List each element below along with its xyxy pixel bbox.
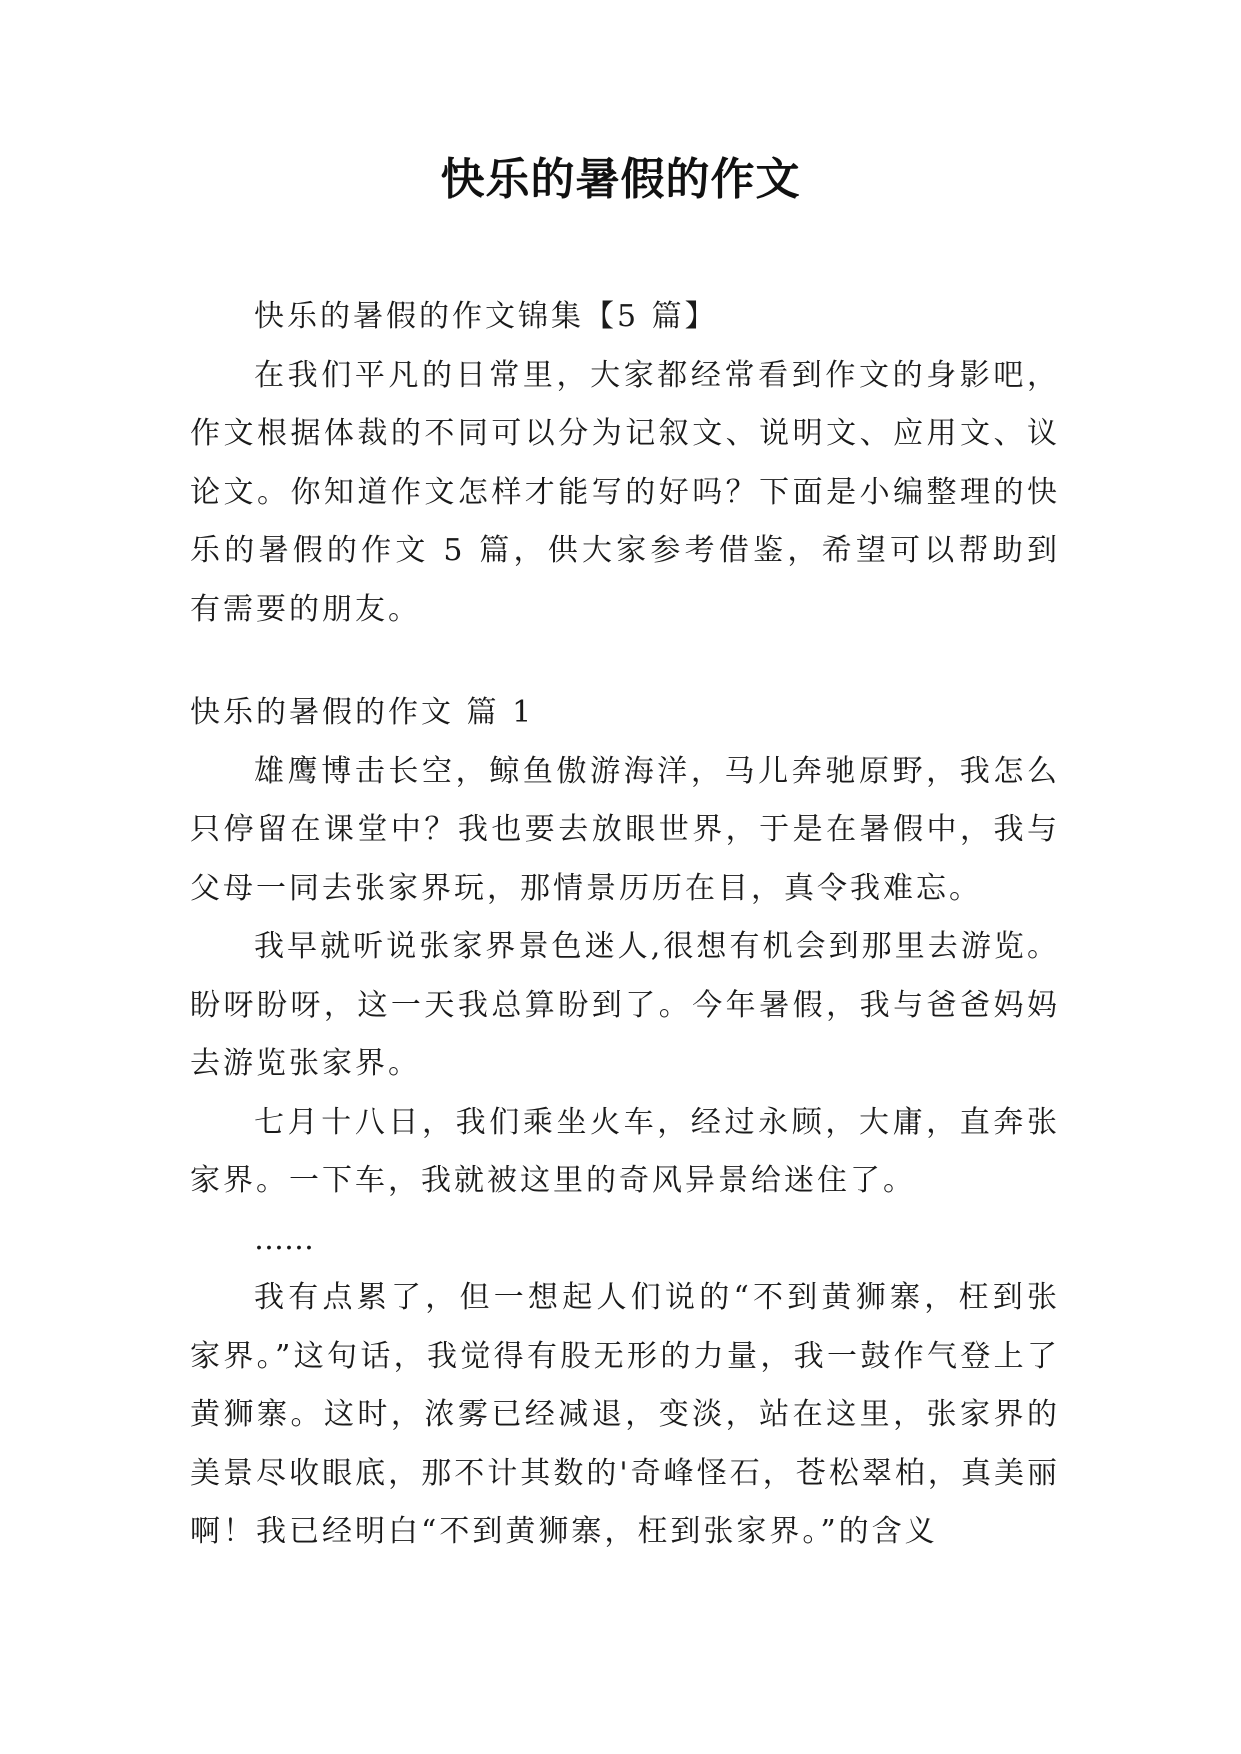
- section-spacer: [190, 639, 1060, 684]
- ellipsis-line: ……: [254, 1221, 314, 1257]
- essay-paragraph-2: 我早就听说张家界景色迷人,很想有机会到那里去游览。盼呀盼呀，这一天我总算盼到了。今年暑假，我与爸爸妈妈去游览张家界。: [190, 929, 1060, 1081]
- section-heading: 快乐的暑假的作文 篇 1: [190, 695, 535, 730]
- collection-subtitle: 快乐的暑假的作文锦集【5 篇】: [254, 299, 718, 334]
- essay-paragraph-1: 雄鹰博击长空，鲸鱼傲游海洋，马儿奔驰原野，我怎么只停留在课堂中？我也要去放眼世界，于是在暑假中，我与父母一同去张家界玩，那情景历历在目，真令我难忘。: [190, 753, 1060, 906]
- document-title: 快乐的暑假的作文: [440, 154, 801, 205]
- intro-paragraph: 在我们平凡的日常里，大家都经常看到作文的身影吧，作文根据体裁的不同可以分为记叙文、说明文、应用文、议论文。你知道作文怎样才能写的好吗？下面是小编整理的快乐的暑假的作文 5 篇，供大家参考借鉴，希望可以帮助到有需要的朋友。: [190, 357, 1060, 627]
- essay-paragraph-3: 七月十八日，我们乘坐火车，经过永顾，大庸，直奔张家界。一下车，我就被这里的奇风异景给迷住了。: [190, 1104, 1060, 1198]
- document-body: [190, 288, 1060, 1562]
- essay-paragraph-4: 我有点累了，但一想起人们说的“不到黄狮寨，枉到张家界。”这句话，我觉得有股无形的力量，我一鼓作气登上了黄狮寨。这时，浓雾已经减退，变淡，站在这里，张家界的美景尽收眼底，那不计其数的'奇峰怪石，苍松翠柏，真美丽啊！我已经明白“不到黄狮寨，枉到张家界。”的含义: [190, 1280, 1060, 1549]
